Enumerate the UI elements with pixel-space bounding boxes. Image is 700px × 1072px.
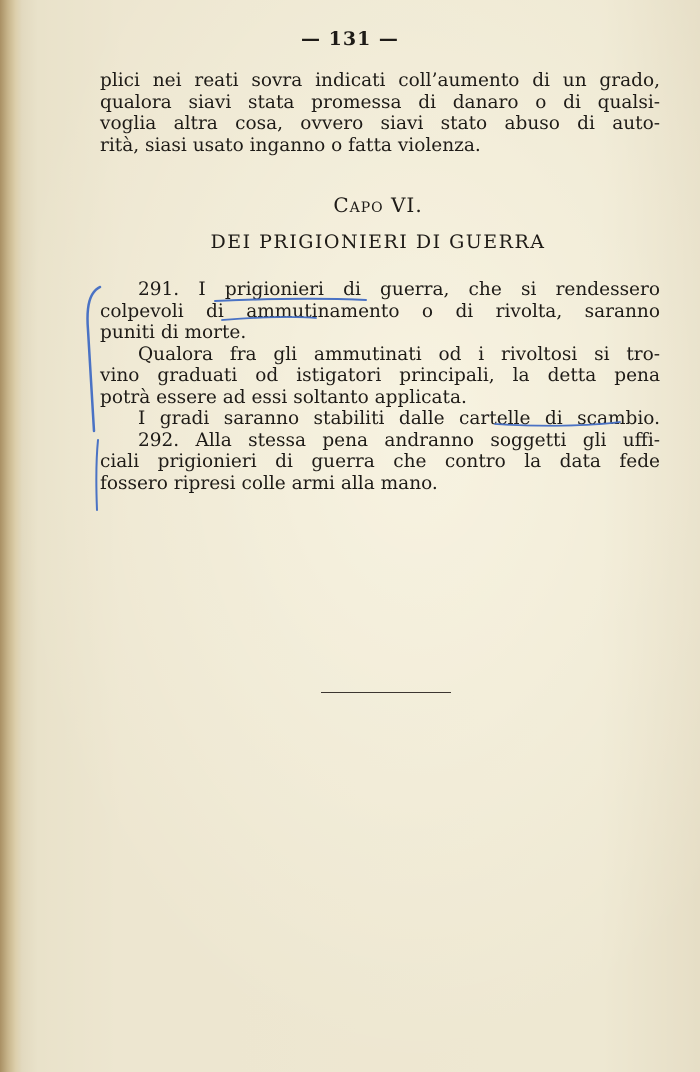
text-line: vino graduati od istigatori principali, la detta pena (100, 365, 660, 386)
margin-bracket-mark (96, 440, 98, 510)
text-line: ciali prigionieri di guerra che contro la data fede (100, 451, 660, 472)
chapter-label: Capo VI. (333, 193, 423, 217)
text-line: I gradi saranno stabiliti dalle cartelle di scambio. (138, 408, 660, 429)
text-line: fossero ripresi colle armi alla mano. (100, 472, 438, 494)
book-spine-edge (0, 0, 22, 1072)
text-line: colpevoli di ammutinamento o di rivolta, saranno (100, 300, 660, 322)
text-line: plici nei reati sovra indicati coll’aumento di un grado, (100, 70, 660, 91)
text-line: puniti di morte. (100, 322, 247, 343)
text-line: voglia altra cosa, ovvero siavi stato abuso di auto- (100, 113, 660, 134)
page-number: — 131 — (301, 28, 399, 50)
text-line: rità, siasi usato inganno o fatta violenza. (100, 134, 481, 156)
section-divider (321, 692, 451, 693)
chapter-title: DEI PRIGIONIERI DI GUERRA (210, 231, 546, 253)
margin-bracket-mark (88, 287, 101, 431)
intro-paragraph (100, 70, 660, 156)
text-line: qualora siavi stata promessa di danaro o di qualsi- (100, 91, 660, 113)
article-291-line: 291. I prigionieri di guerra, che si rendessero (138, 279, 660, 300)
article-292-line: 292. Alla stessa pena andranno soggetti gli uffi- (138, 429, 660, 451)
text-line: Qualora fra gli ammutinati od i rivoltosi si tro- (138, 343, 660, 365)
text-line: potrà essere ad essi soltanto applicata. (100, 386, 467, 408)
article-text (100, 279, 660, 494)
